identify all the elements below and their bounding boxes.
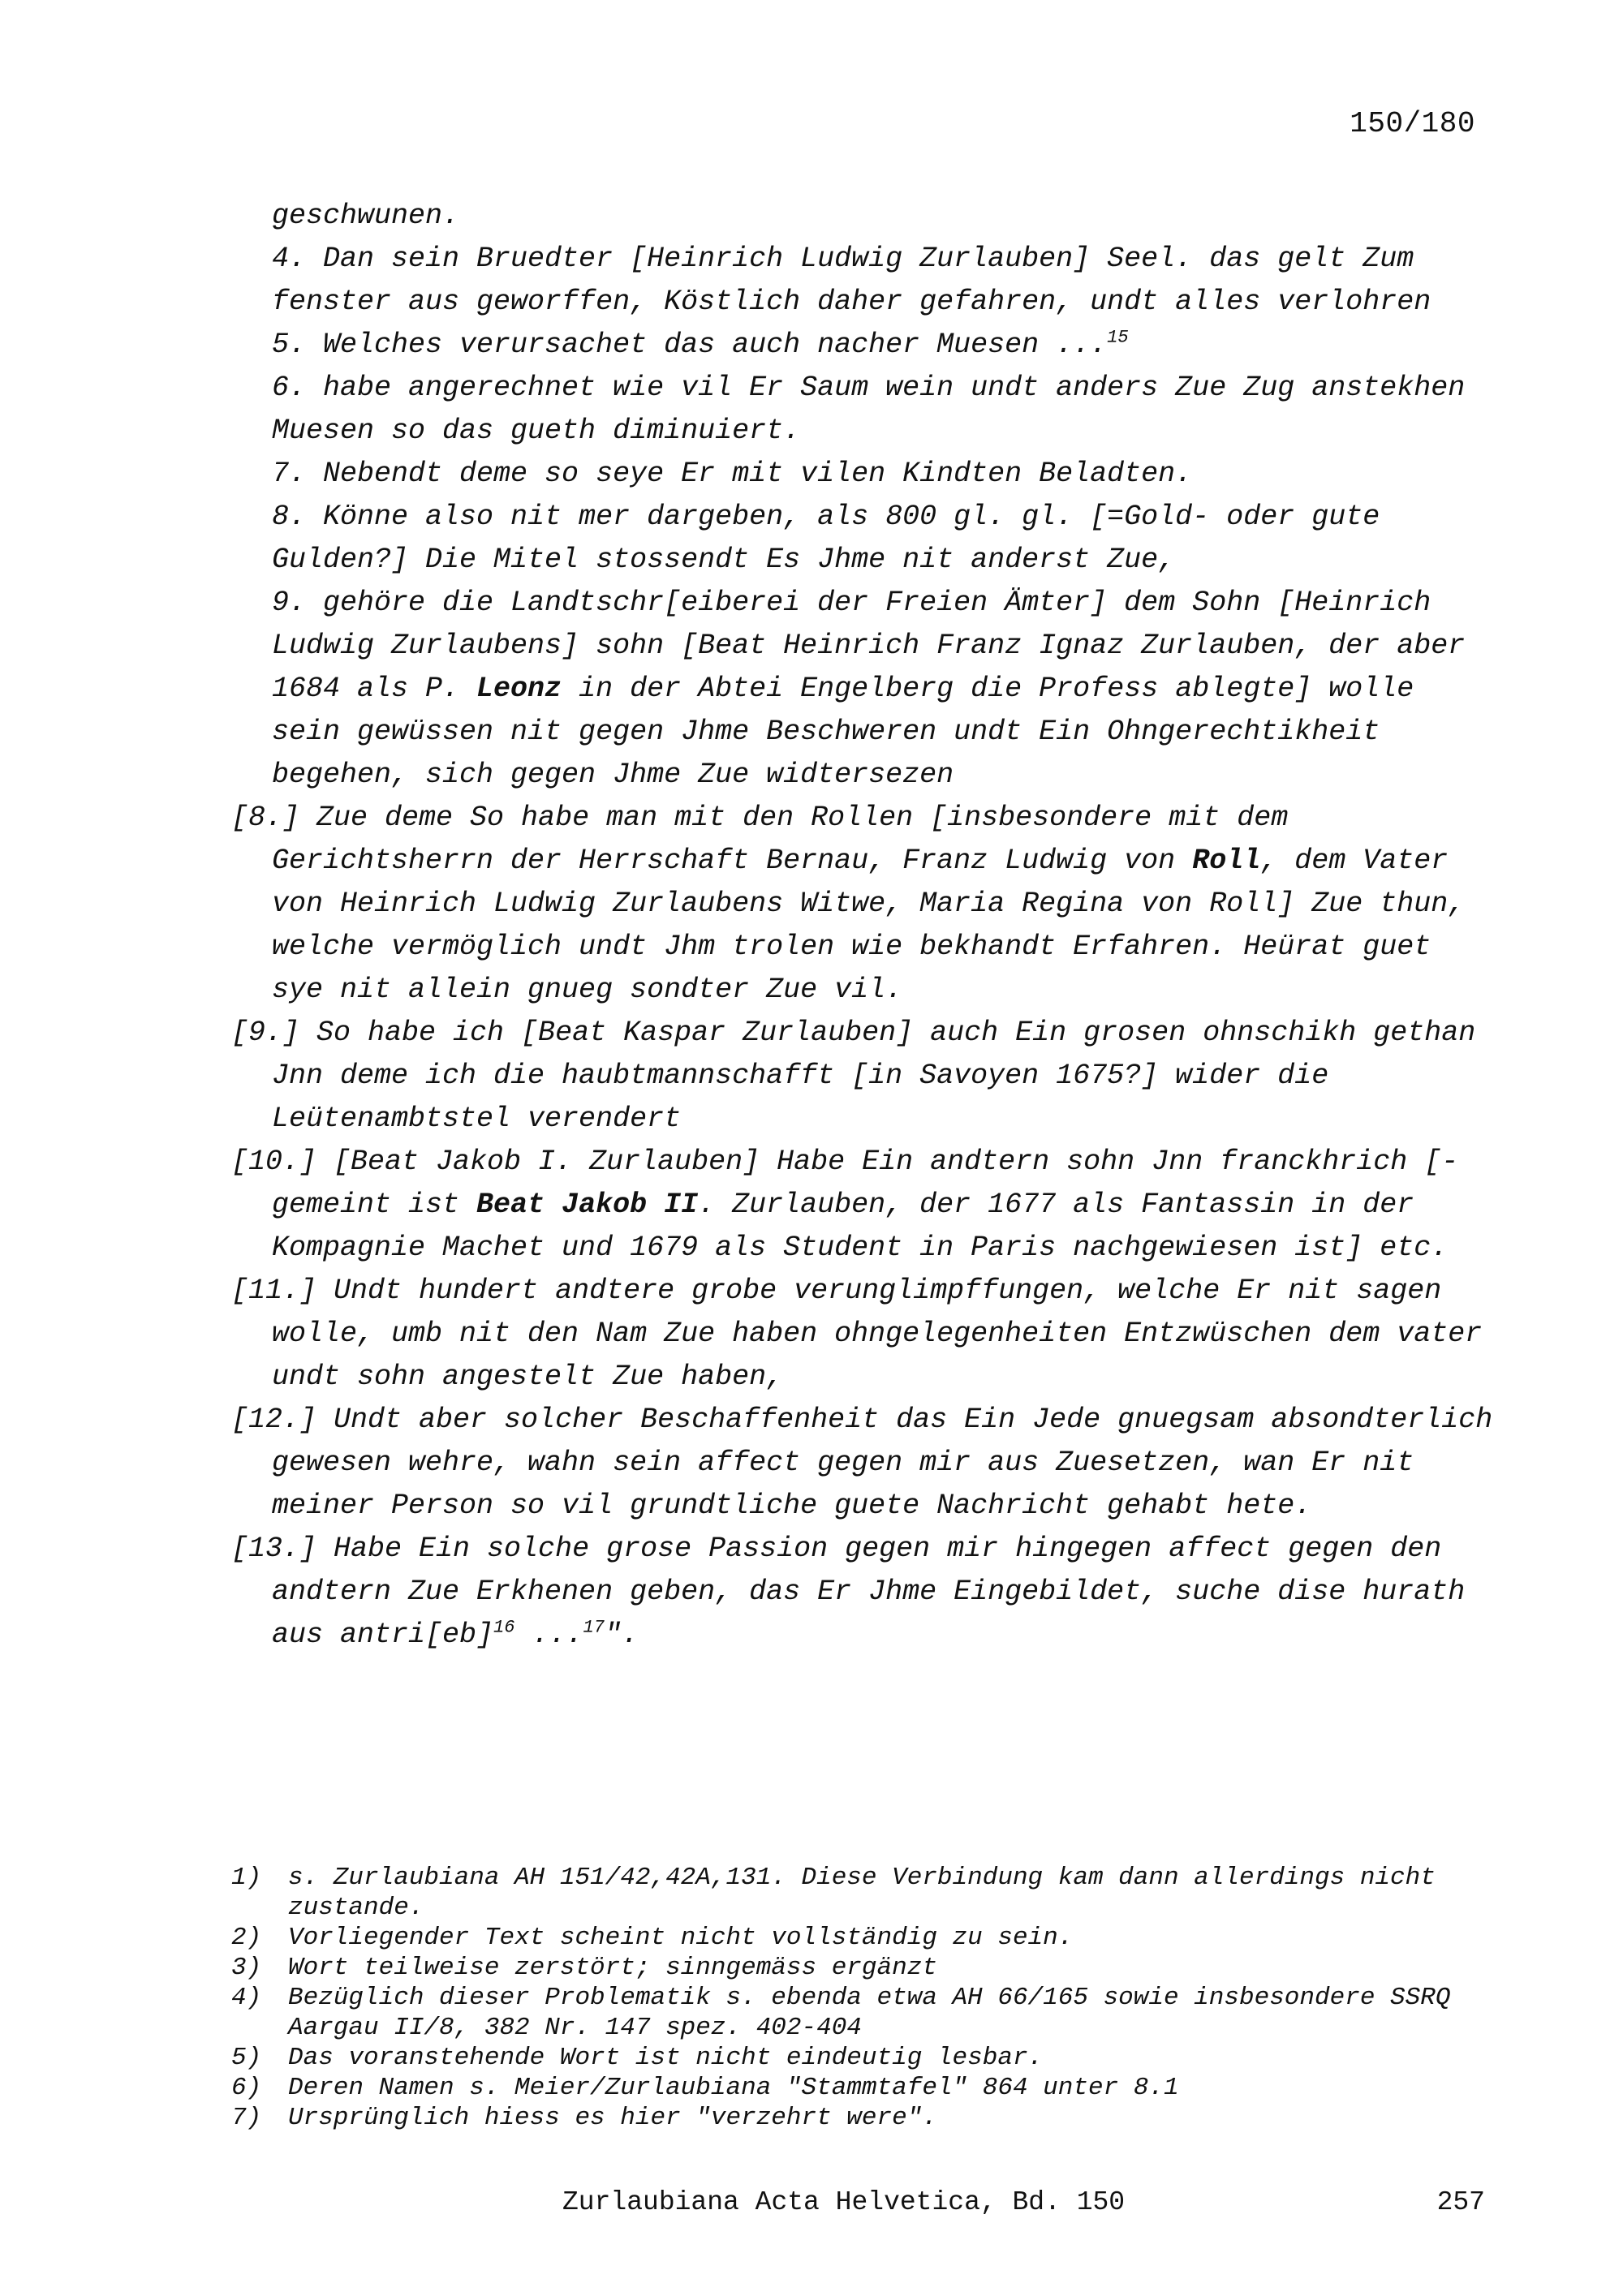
footnote: 2) Vorliegender Text scheint nicht vollständig zu sein. [231,1924,1074,1952]
footnote: 7) Ursprünglich hiess es hier "verzehrt were". [231,2104,937,2132]
footnote-ref: 15 [1107,327,1129,348]
numbered-paragraph: [12.] Undt aber solcher Beschaffenheit das Ein Jede gnuegsam absondterlich gewesen wehre, wahn sein affect gegen mir aus Zuesetzen, wan Er nit meiner Person so vil grundtliche guete Nachricht gehabt hete. [231,1404,1493,1522]
list-item: 4. Dan sein Bruedter [Heinrich Ludwig Zurlauben] Seel. das gelt Zum fenster aus geworffen, Köstlich daher gefahren, undt alles verlohren [272,243,1431,318]
footnote: 5) Das voranstehende Wort ist nicht eindeutig lesbar. [231,2044,1044,2072]
footnote-ref: 17 [583,1617,605,1638]
paragraph: geschwunen. [272,200,460,232]
footnotes [231,1863,1497,2133]
footnote: 6) Deren Namen s. Meier/Zurlaubiana "Stammtafel" 864 unter 8.1 [231,2074,1179,2102]
bold-name: Leonz [476,673,562,705]
numbered-paragraph: [8.] Zue deme So habe man mit den Rollen [insbesondere mit dem Gerichtsherrn der Herrschaft Bernau, Franz Ludwig von Roll, dem Vater von Heinrich Ludwig Zurlaubens Witwe, Maria Regina von Roll] Zue thun, welche vermöglich undt Jhm trolen wie bekhandt Erfahren. Heürat guet sye nit allein gnueg sondter Zue vil. [231,802,1466,1006]
list-item: 9. gehöre die Landtschr[eiberei der Freien Ämter] dem Sohn [Heinrich Ludwig Zurlaubens] sohn [Beat Heinrich Franz Ignaz Zurlauben, der aber 1684 als P. Leonz in der Abtei Engelberg die Profess ablegte] wolle sein gewüssen nit gegen Jhme Beschweren undt Ein Ohngerechtikheit begehen, sich gegen Jhme Zue widtersezen [272,587,1466,791]
numbered-paragraph: [11.] Undt hundert andtere grobe verunglimpffungen, welche Er nit sagen wolle, umb nit den Nam Zue haben ohngelegenheiten Entzwüschen dem vater undt sohn angestelt Zue haben, [231,1275,1483,1393]
page-number: 257 [1436,2187,1485,2217]
list-item: 5. Welches verursachet das auch nacher Muesen ...$^{15}$ [272,327,1129,361]
bold-name: Beat Jakob II [476,1189,699,1221]
publication-title: Zurlaubiana Acta Helvetica, Bd. 150 [562,2187,1126,2217]
document-body [231,195,1497,1657]
list-item: 6. habe angerechnet wie vil Er Saum wein undt anders Zue Zug anstekhen Muesen so das gueth diminuiert. [272,372,1466,447]
list-item: 7. Nebendt deme so seye Er mit vilen Kindten Beladten. [272,458,1193,490]
footnote: 4) Bezüglich dieser Problematik s. ebenda etwa AH 66/165 sowie insbesondere SSRQ Aargau II/8, 382 Nr. 147 spez. 402-404 [231,1984,1451,2042]
footnote: 3) Wort teilweise zerstört; sinngemäss ergänzt [231,1954,937,1982]
numbered-paragraph: [10.] [Beat Jakob I. Zurlauben] Habe Ein andtern sohn Jnn franckhrich [- gemeint ist Beat Jakob II. Zurlauben, der 1677 als Fantassin in der Kompagnie Machet und 1679 als Student in Paris nachgewiesen ist] etc. [231,1146,1459,1264]
numbered-paragraph: [9.] So habe ich [Beat Kaspar Zurlauben] auch Ein grosen ohnschikh gethan Jnn deme ich die haubtmannschafft [in Savoyen 1675?] wider die Leütenambtstel verendert [231,1017,1476,1135]
numbered-paragraph: [13.] Habe Ein solche grose Passion gegen mir hingegen affect gegen den andtern Zue Erkhenen geben, das Er Jhme Eingebildet, suche dise hurath aus antri[eb]$^{16}$ ...$^{17}$". [231,1533,1466,1651]
bold-name: Roll [1192,845,1261,877]
list-item: 8. Könne also nit mer dargeben, als 800 gl. gl. [=Gold- oder gute Gulden?] Die Mitel stossendt Es Jhme nit anderst Zue, [272,501,1380,576]
footnote-ref: 16 [493,1617,515,1638]
footnote: 1) s. Zurlaubiana AH 151/42,42A,131. Diese Verbindung kam dann allerdings nicht zustande. [231,1864,1436,1922]
page-reference: 150/180 [1350,107,1475,140]
